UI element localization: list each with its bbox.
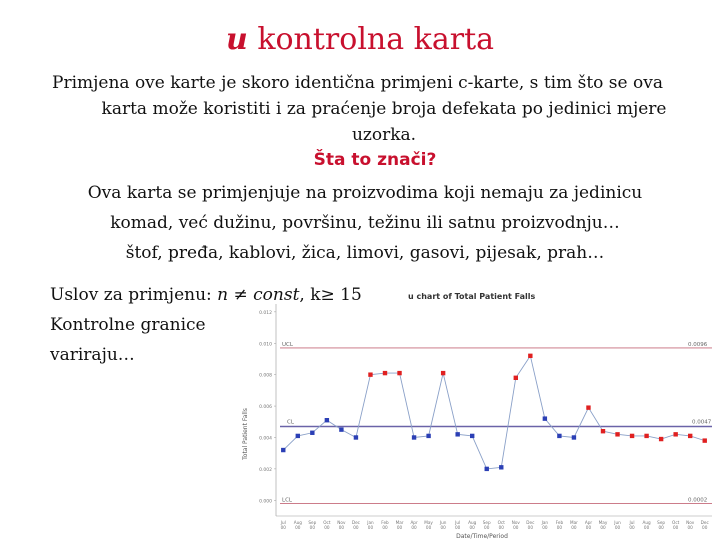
x-tick-year: 00 xyxy=(687,525,693,530)
data-point xyxy=(325,418,329,422)
x-tick-label: Sep xyxy=(482,520,491,525)
data-point xyxy=(339,427,343,431)
x-tick-year: 00 xyxy=(658,525,664,530)
x-tick-year: 00 xyxy=(353,525,359,530)
x-tick-year: 00 xyxy=(440,525,446,530)
x-tick-year: 00 xyxy=(542,525,548,530)
x-tick-year: 00 xyxy=(454,525,461,530)
x-tick-year: 00 xyxy=(556,525,563,530)
x-tick-year: 00 xyxy=(280,525,286,530)
series-line xyxy=(283,356,704,469)
condition-formula: n ≠ const xyxy=(217,285,300,305)
chart-title: u chart of Total Patient Falls xyxy=(408,292,536,301)
x-tick-year: 00 xyxy=(425,525,432,530)
y-tick-label: 0.006 xyxy=(259,405,272,411)
ucl-right-label: 0.0096 xyxy=(688,341,708,348)
x-tick-label: Jul xyxy=(280,520,286,525)
data-point xyxy=(557,434,561,438)
x-tick-year: 00 xyxy=(527,525,534,530)
y-tick-label: 0.008 xyxy=(259,373,272,379)
x-tick-year: 00 xyxy=(585,525,592,530)
x-tick-label: Dec xyxy=(351,520,360,525)
data-point xyxy=(688,434,692,438)
data-point xyxy=(455,432,459,436)
x-tick-label: Aug xyxy=(293,520,302,525)
data-point xyxy=(426,434,430,438)
explain-line-1: Ova karta se primjenjuje na proizvodima koji nemaju za jedinicu xyxy=(87,183,643,203)
x-tick-label: May xyxy=(424,520,433,525)
data-point xyxy=(543,416,547,420)
x-tick-label: Jun xyxy=(614,520,621,525)
y-tick-label: 0.012 xyxy=(259,310,272,316)
x-tick-label: Jan xyxy=(541,520,549,525)
x-tick-label: Oct xyxy=(323,520,331,525)
x-tick-year: 00 xyxy=(411,525,417,530)
x-tick-year: 00 xyxy=(571,525,577,530)
data-point xyxy=(514,376,518,380)
data-point xyxy=(296,434,300,438)
x-tick-label: Sep xyxy=(308,520,317,525)
x-tick-label: Apr xyxy=(584,520,593,525)
x-tick-year: 00 xyxy=(295,525,301,530)
condition-label: Uslov za primjenu: xyxy=(50,285,218,305)
x-tick-label: Feb xyxy=(381,520,389,525)
data-point xyxy=(310,431,314,435)
data-point xyxy=(397,371,401,375)
intro-line-1: Primjena ove karte je skoro identična primjeni c-karte, s tim što se ova xyxy=(52,73,663,93)
data-point xyxy=(412,435,416,439)
cl-left-label: CL xyxy=(287,419,294,426)
x-tick-label: Jul xyxy=(455,520,461,525)
x-tick-year: 00 xyxy=(513,525,519,530)
data-point xyxy=(630,434,634,438)
x-tick-label: Jun xyxy=(439,520,447,525)
x-tick-year: 00 xyxy=(338,525,345,530)
explain-line-3: štof, pređa, kablovi, žica, limovi, gasovi, pijesak, prah… xyxy=(125,243,605,263)
x-tick-label: Aug xyxy=(468,520,477,525)
x-tick-year: 00 xyxy=(614,525,621,530)
x-tick-label: May xyxy=(598,520,608,525)
y-tick-label: 0.000 xyxy=(259,499,272,505)
x-tick-label: Dec xyxy=(700,520,709,525)
data-point xyxy=(485,467,489,471)
x-tick-label: Nov xyxy=(686,520,695,525)
x-tick-label: Apr xyxy=(410,520,418,525)
chart-ylabel: Total Patient Falls xyxy=(242,408,249,460)
condition-k: , k≥ 15 xyxy=(299,285,362,305)
x-tick-label: Nov xyxy=(511,520,520,525)
limits-line-1: Kontrolne granice xyxy=(50,315,206,335)
data-point xyxy=(281,448,285,452)
cl-right-label: 0.0047 xyxy=(692,419,712,426)
x-tick-label: Jul xyxy=(629,520,635,525)
intro-paragraph xyxy=(52,70,672,148)
data-point xyxy=(644,434,648,438)
data-point xyxy=(703,438,707,442)
intro-line-rest: karta može koristiti i za praćenje broja defekata po jedinici mjere uzorka. xyxy=(101,99,667,145)
y-tick-label: 0.004 xyxy=(259,436,272,442)
data-point xyxy=(615,432,619,436)
title-u: u xyxy=(225,22,248,57)
x-tick-label: Aug xyxy=(642,520,651,525)
chart-xlabel: Date/Time/Period xyxy=(456,533,508,540)
data-point xyxy=(659,437,663,441)
data-point xyxy=(673,432,677,436)
data-point xyxy=(601,429,605,433)
u-chart xyxy=(232,284,720,540)
x-tick-year: 00 xyxy=(498,525,504,530)
x-tick-year: 00 xyxy=(367,525,374,530)
y-tick-label: 0.002 xyxy=(259,467,272,473)
x-tick-year: 00 xyxy=(484,525,490,530)
y-tick-label: 0.010 xyxy=(259,342,272,348)
x-tick-year: 00 xyxy=(382,525,388,530)
x-tick-label: Oct xyxy=(672,520,680,525)
x-tick-label: Jan xyxy=(367,520,374,525)
question-heading: Šta to znači? xyxy=(313,150,437,170)
data-point xyxy=(572,435,576,439)
x-tick-year: 00 xyxy=(469,525,475,530)
x-tick-label: Feb xyxy=(555,520,564,525)
x-tick-year: 00 xyxy=(600,525,606,530)
slide-title xyxy=(0,22,720,57)
data-point xyxy=(499,465,503,469)
data-point xyxy=(383,371,387,375)
data-point xyxy=(528,354,532,358)
title-rest: kontrolna karta xyxy=(247,22,495,57)
data-point xyxy=(368,372,372,376)
x-tick-label: Nov xyxy=(337,520,346,525)
explain-line-2: komad, već dužinu, površinu, težinu ili satnu proizvodnju… xyxy=(110,213,620,233)
data-point xyxy=(586,405,590,409)
x-tick-year: 00 xyxy=(672,525,679,530)
x-tick-year: 00 xyxy=(396,525,403,530)
lcl-right-label: 0.0002 xyxy=(688,497,708,504)
x-tick-year: 00 xyxy=(324,525,330,530)
x-tick-label: Mar xyxy=(569,520,578,525)
x-tick-year: 00 xyxy=(629,525,635,530)
ucl-left-label: UCL xyxy=(282,341,293,348)
x-tick-year: 00 xyxy=(309,525,316,530)
x-tick-year: 00 xyxy=(643,525,650,530)
x-tick-year: 00 xyxy=(702,525,708,530)
limits-line-2: variraju… xyxy=(50,345,135,365)
data-point xyxy=(470,434,474,438)
x-tick-label: Mar xyxy=(395,520,404,525)
lcl-left-label: LCL xyxy=(282,497,292,504)
explanation-paragraph xyxy=(40,178,690,268)
data-point xyxy=(441,371,445,375)
data-point xyxy=(354,435,358,439)
x-tick-label: Dec xyxy=(526,520,535,525)
x-tick-label: Oct xyxy=(497,520,505,525)
x-tick-label: Sep xyxy=(657,520,666,525)
